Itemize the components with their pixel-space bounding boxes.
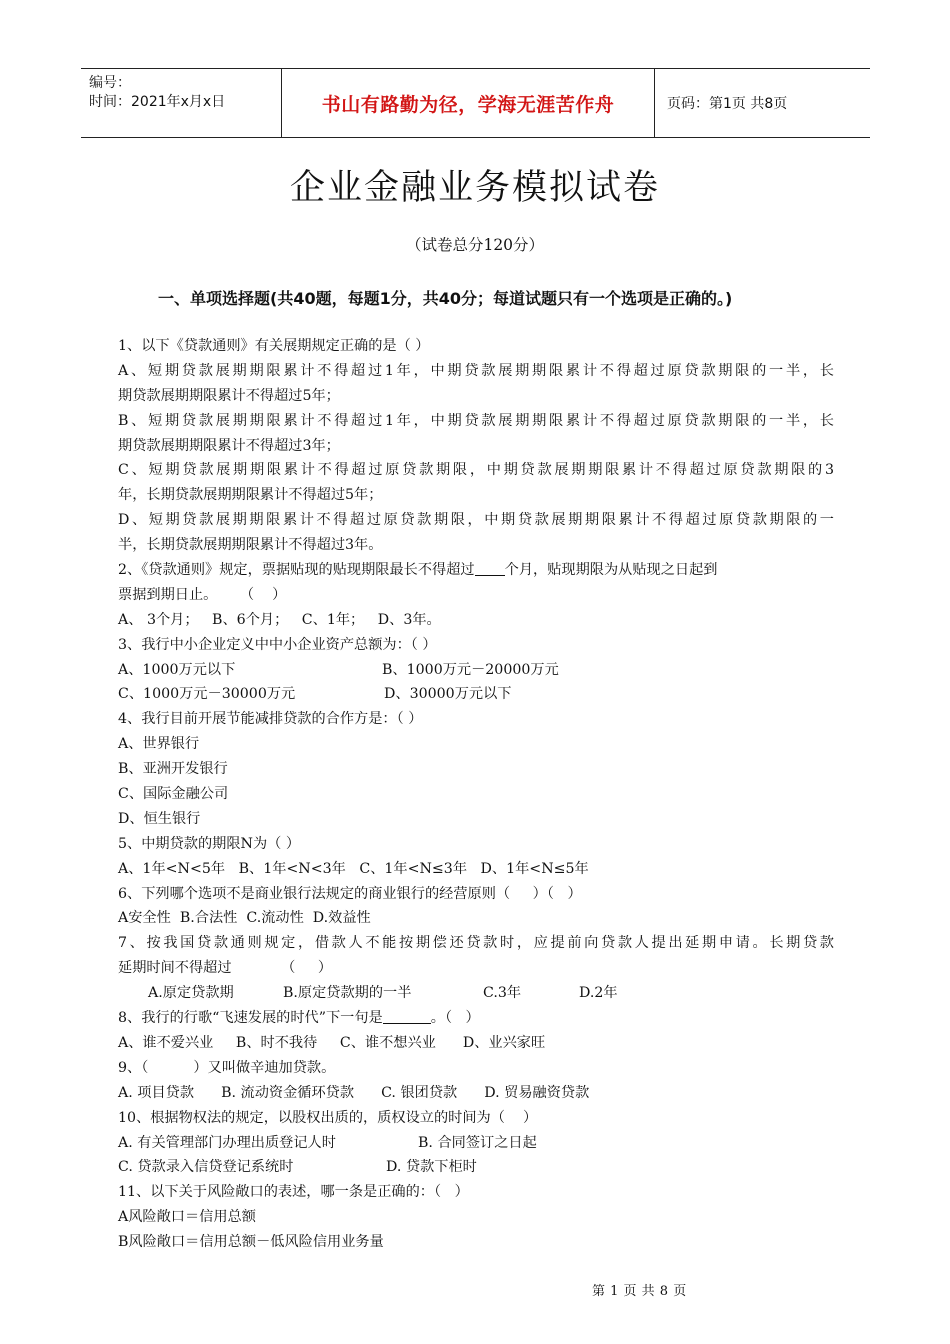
q7-option-c: C.3年	[483, 985, 522, 1002]
document-title: 企业金融业务模拟试卷	[289, 168, 660, 208]
q3-options-row1	[118, 658, 834, 683]
q4-option-a: A、世界银行	[118, 736, 200, 753]
document-subtitle: （试卷总分120分）	[405, 236, 545, 254]
q2-stem-line2: 票据到期日止。 （ ）	[118, 586, 287, 603]
q6-options: A安全性 B.合法性 C.流动性 D.效益性	[118, 910, 371, 927]
q3-option-c: C、1000万元－30000万元	[118, 686, 296, 703]
motto-text: 书山有路勤为径，学海无涯苦作舟	[321, 93, 615, 116]
q4-option-d: D、恒生银行	[118, 810, 201, 827]
q10-option-a: A. 有关管理部门办理出质登记人时	[118, 1134, 336, 1151]
header-motto-cell	[282, 69, 655, 137]
q2-stem-line1	[118, 558, 834, 583]
q1-stem: 1、以下《贷款通则》有关展期规定正确的是（ ）	[118, 338, 430, 354]
q3-option-d: D、30000万元以下	[384, 686, 512, 703]
q7-options	[118, 981, 834, 1006]
q6-stem: 6、下列哪个选项不是商业银行法规定的商业银行的经营原则（ ）（ ）	[118, 885, 582, 902]
q7-stem-line1: 7、按我国贷款通则规定，借款人不能按期偿还贷款时，应提前向贷款人提出延期申请。长期贷款	[118, 935, 834, 952]
q11-stem: 11、以下关于风险敞口的表述，哪一条是正确的：（ ）	[118, 1184, 469, 1201]
q11-option-b: B风险敞口＝信用总额－低风险信用业务量	[118, 1234, 384, 1251]
q1-option-d-line2: 半，长期贷款展期期限累计不得超过3年。	[118, 537, 383, 554]
q10-options-row1	[118, 1131, 834, 1156]
q3-option-b: B、1000万元－20000万元	[382, 661, 559, 678]
q8-stem-part1: 8、我行的行歌“飞速发展的时代”下一句是	[118, 1010, 383, 1027]
q3-options-row2	[118, 682, 834, 707]
q4-option-c: C、国际金融公司	[118, 786, 229, 803]
page-footer: 第 1 页 共 8 页	[592, 1284, 687, 1299]
q4-stem: 4、我行目前开展节能减排贷款的合作方是：（ ）	[118, 711, 423, 728]
q1-option-c-line2: 年，长期贷款展期期限累计不得超过5年；	[118, 487, 383, 504]
q8-options: A、谁不爱兴业 B、时不我待 C、谁不想兴业 D、业兴家旺	[118, 1034, 546, 1051]
fill-blank	[475, 561, 505, 576]
question-list	[118, 334, 834, 1255]
q5-options: A、1年<N<5年 B、1年<N<3年 C、1年<N≤3年 D、1年<N≤5年	[118, 860, 589, 877]
q3-stem: 3、我行中小企业定义中中小企业资产总额为：（ ）	[118, 636, 437, 653]
q3-option-a: A、1000万元以下	[118, 661, 236, 678]
q2-stem-part1: 2、《贷款通则》规定，票据贴现的贴现期限最长不得超过	[118, 562, 475, 579]
q10-option-b: B. 合同签订之日起	[418, 1134, 537, 1151]
q1-option-b-line1: B、短期贷款展期期限累计不得超过1年，中期贷款展期期限累计不得超过原贷款期限的一半，长	[118, 412, 834, 429]
q10-option-d: D. 贷款下柜时	[386, 1159, 477, 1176]
q4-option-b: B、亚洲开发银行	[118, 761, 228, 778]
q1-option-a-line1: A、短期贷款展期期限累计不得超过1年，中期贷款展期期限累计不得超过原贷款期限的一半，长	[118, 362, 834, 379]
header-page-info	[655, 69, 870, 137]
page-info-text: 页码：第1页 共8页	[667, 96, 788, 112]
q5-stem: 5、中期贷款的期限N为（ ）	[118, 835, 301, 852]
q10-option-c: C. 贷款录入信贷登记系统时	[118, 1159, 294, 1176]
q9-options: A. 项目贷款 B. 流动资金循环贷款 C. 银团贷款 D. 贸易融资贷款	[118, 1084, 590, 1101]
time-label: 时间：2021年x月x日	[89, 94, 226, 110]
q1-option-c-line1: C、短期贷款展期期限累计不得超过原贷款期限，中期贷款展期期限累计不得超过原贷款期限的3	[118, 462, 834, 479]
q8-stem	[118, 1006, 834, 1031]
q2-stem-part2: 个月，贴现期限为从贴现之日起到	[504, 562, 718, 579]
q1-option-b-line2: 期贷款展期期限累计不得超过3年；	[118, 437, 340, 454]
q9-stem: 9、（ ）又叫做辛迪加贷款。	[118, 1059, 336, 1076]
q2-options: A、 3个月； B、6个月； C、1年； D、3年。	[118, 611, 441, 628]
q7-option-b: B.原定贷款期的一半	[283, 985, 412, 1002]
header-meta	[81, 69, 282, 137]
fill-blank	[383, 1009, 431, 1024]
page-header	[81, 68, 870, 138]
q11-option-a: A风险敞口＝信用总额	[118, 1209, 256, 1226]
q7-stem-line2: 延期时间不得超过 （ ）	[118, 960, 333, 977]
q8-stem-part2: 。（ ）	[430, 1010, 480, 1027]
q10-options-row2	[118, 1155, 834, 1180]
q1-option-a-line2: 期贷款展期期限累计不得超过5年；	[118, 387, 340, 404]
q7-option-a: A.原定贷款期	[148, 985, 234, 1002]
q10-stem: 10、根据物权法的规定，以股权出质的，质权设立的时间为（ ）	[118, 1109, 538, 1126]
q7-option-d: D.2年	[579, 985, 618, 1002]
q1-option-d-line1: D、短期贷款展期期限累计不得超过原贷款期限，中期贷款展期期限累计不得超过原贷款期限的一	[118, 512, 834, 529]
section-heading: 一、单项选择题(共40题，每题1分，共40分；每道试题只有一个选项是正确的。)	[158, 289, 733, 308]
number-label: 编号：	[89, 75, 131, 91]
